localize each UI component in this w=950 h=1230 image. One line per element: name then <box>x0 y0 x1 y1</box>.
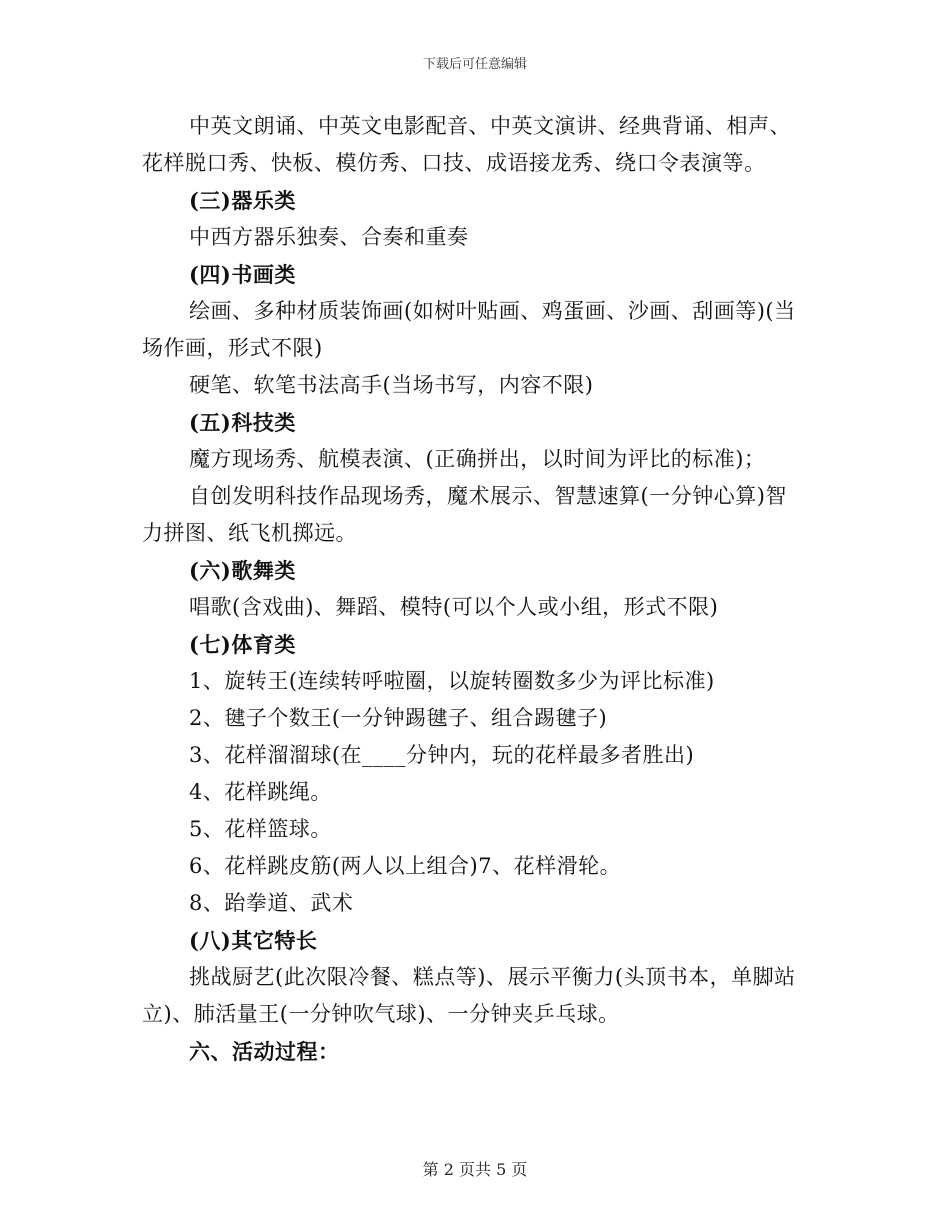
section-heading: (八)其它特长 <box>189 928 318 953</box>
section-heading: (七)体育类 <box>189 632 296 657</box>
text-line: 自创发明科技作品现场秀，魔术展示、智慧速算(一分钟心算)智 <box>189 484 787 508</box>
text-line: 挑战厨艺(此次限冷餐、糕点等)、展示平衡力(头顶书本，单脚站 <box>189 965 796 989</box>
list-item: 3、花样溜溜球(在____分钟内，玩的花样最多者胜出) <box>189 743 695 767</box>
text-line: 力拼图、纸飞机掷远。 <box>142 521 357 545</box>
section-heading: (六)歌舞类 <box>189 558 296 583</box>
page-header: 下载后可任意编辑 <box>422 57 527 72</box>
text-line: 绘画、多种材质装饰画(如树叶贴画、鸡蛋画、沙画、刮画等)(当 <box>189 299 796 323</box>
section-heading: (三)器乐类 <box>189 188 296 213</box>
text-line: 硬笔、软笔书法高手(当场书写，内容不限) <box>189 373 594 397</box>
list-item: 8、跆拳道、武术 <box>189 891 354 915</box>
list-item: 1、旋转王(连续转呼啦圈，以旋转圈数多少为评比标准) <box>189 669 715 693</box>
section-heading: (四)书画类 <box>189 262 296 287</box>
text-line: 唱歌(含戏曲)、舞蹈、模特(可以个人或小组，形式不限) <box>189 595 719 619</box>
list-item: 4、花样跳绳。 <box>189 780 332 804</box>
text-line: 场作画，形式不限) <box>142 336 323 360</box>
list-item: 6、花样跳皮筋(两人以上组合)7、花样滑轮。 <box>189 854 622 878</box>
text-line: 立)、肺活量王(一分钟吹气球)、一分钟夹乒乓球。 <box>142 1002 620 1026</box>
section-heading: (五)科技类 <box>189 410 296 435</box>
text-line: 中英文朗诵、中英文电影配音、中英文演讲、经典背诵、相声、 <box>189 114 791 138</box>
text-line: 花样脱口秀、快板、模仿秀、口技、成语接龙秀、绕口令表演等。 <box>142 151 766 175</box>
text-line: 中西方器乐独奏、合奏和重奏 <box>189 225 469 249</box>
page-footer: 第 2 页共 5 页 <box>422 1160 528 1179</box>
section-heading: 六、活动过程： <box>189 1039 340 1064</box>
document-body <box>142 108 812 1070</box>
list-item: 5、花样篮球。 <box>189 817 332 841</box>
list-item: 2、毽子个数王(一分钟踢毽子、组合踢毽子) <box>189 706 608 730</box>
text-line: 魔方现场秀、航模表演、(正确拼出，以时间为评比的标准)； <box>189 447 766 471</box>
